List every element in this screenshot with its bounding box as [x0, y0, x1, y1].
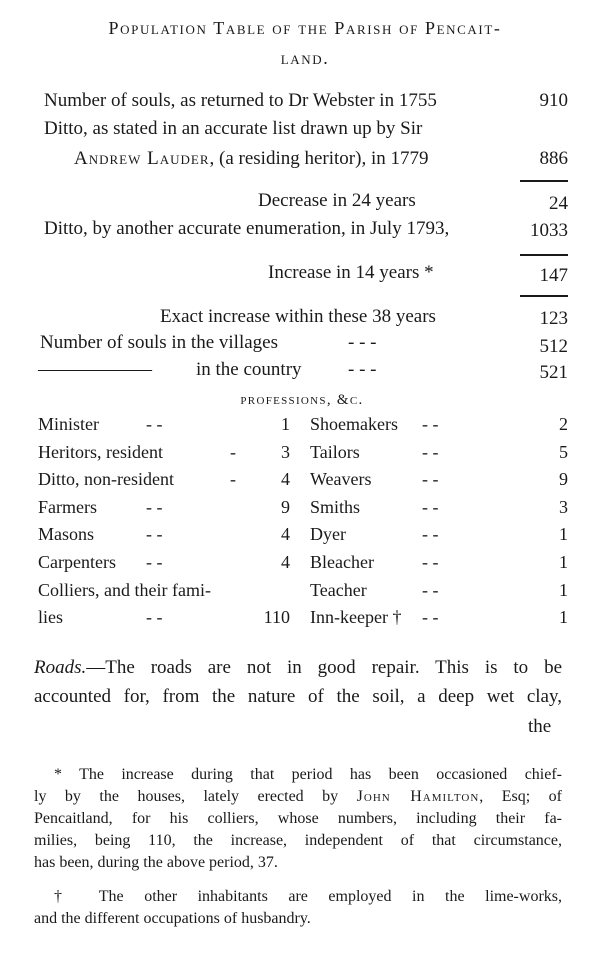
profession-count: 5: [559, 441, 568, 462]
sum-rule: [520, 295, 568, 297]
profession-name: lies: [38, 607, 63, 628]
profession-name: Weavers: [310, 469, 372, 490]
profession-dashes: - -: [146, 552, 163, 572]
profession-name: Tailors: [310, 441, 360, 462]
footnote-inhabitants: [34, 886, 562, 930]
increase-label: Increase in 14 years *: [268, 262, 434, 283]
exact-increase-value: 123: [539, 308, 568, 329]
profession-dashes: - -: [422, 579, 439, 600]
decrease-value: 24: [549, 193, 568, 214]
profession-count: 3: [281, 441, 290, 462]
profession-dashes: - -: [422, 496, 439, 517]
roads-line-2: accounted for, from the nature of the soil, a deep wet clay,: [34, 686, 562, 707]
country-dashline: ——————: [38, 359, 152, 380]
profession-name: Carpenters: [38, 552, 116, 572]
profession-dashes: - -: [146, 414, 163, 434]
profession-name: Ditto, non-resident: [38, 469, 174, 490]
footnote-text: , Esq; of: [479, 788, 563, 805]
population-row-1793: Ditto, by another accurate enumeration, in July 1793,: [44, 218, 450, 239]
profession-count: 2: [559, 414, 568, 434]
profession-dashes: - -: [422, 524, 439, 545]
profession-count: 9: [281, 496, 290, 517]
profession-name: Heritors, resident: [38, 441, 163, 462]
profession-name: Inn-keeper †: [310, 607, 402, 628]
profession-count: 110: [263, 607, 290, 628]
profession-dashes: - -: [146, 524, 163, 545]
profession-name: Bleacher: [310, 552, 374, 572]
population-row-1779-a: Ditto, as stated in an accurate list drawn up by Sir: [44, 118, 423, 139]
profession-dashes: - -: [422, 414, 439, 434]
profession-count: 3: [559, 496, 568, 517]
profession-count: 4: [281, 552, 290, 572]
profession-name: Colliers, and their fami-: [38, 579, 211, 600]
profession-dashes: - -: [422, 552, 439, 572]
profession-name: Smiths: [310, 496, 361, 517]
table-title: Population Table of the Parish of Pencait-: [108, 18, 502, 38]
footnote-line: has been, during the above period, 37.: [34, 854, 278, 871]
profession-dashes: - -: [146, 607, 163, 628]
profession-dashes: - -: [422, 441, 439, 462]
footnote-line: * The increase during that period has been occasioned chief-: [54, 766, 562, 783]
profession-name: Shoemakers: [310, 414, 398, 434]
villages-dashes: - - -: [348, 332, 377, 353]
population-row-1779-b: [74, 148, 429, 170]
profession-name: Dyer: [310, 524, 346, 545]
profession-count: 1: [559, 579, 568, 600]
roads-label: Roads.: [34, 657, 87, 678]
profession-count: 1: [559, 552, 568, 572]
profession-dashes: - -: [422, 607, 439, 628]
country-value: 521: [539, 362, 568, 383]
heritor-name: Andrew Lauder: [74, 148, 210, 169]
profession-name: Masons: [38, 524, 95, 545]
villages-label: Number of souls in the villages: [40, 332, 278, 353]
increase-value: 147: [539, 265, 568, 286]
villages-value: 512: [539, 336, 568, 357]
population-value-1779: 886: [539, 148, 568, 169]
profession-count: 4: [281, 524, 290, 545]
profession-count: 4: [281, 469, 290, 490]
profession-count: 1: [559, 524, 568, 545]
footnote-line: [34, 786, 562, 808]
footnote-line: milies, being 110, the increase, independent of that circumstance,: [34, 832, 562, 849]
country-dashes: - - -: [348, 359, 377, 380]
decrease-label: Decrease in 24 years: [258, 190, 416, 211]
profession-dashes: -: [230, 469, 236, 490]
profession-name: Teacher: [310, 579, 367, 600]
exact-increase-label: Exact increase within these 38 years: [160, 306, 436, 327]
profession-name: Minister: [38, 414, 99, 434]
population-value-1755: 910: [539, 90, 568, 111]
footnote-line: and the different occupations of husbandry.: [34, 910, 311, 927]
footnote-increase: [34, 764, 562, 874]
profession-dashes: - -: [422, 469, 439, 490]
footnote-text: ly by the houses, lately erected by: [34, 788, 357, 805]
sum-rule: [520, 180, 568, 182]
professions-heading: professions, &c.: [240, 392, 364, 408]
population-value-1793: 1033: [530, 220, 568, 241]
footnote-line: † The other inhabitants are employed in the lime-works,: [54, 888, 562, 905]
profession-count: 1: [281, 414, 290, 434]
population-row-1779-text: , (a residing heritor), in 1779: [209, 148, 429, 169]
profession-name: Farmers: [38, 496, 97, 517]
population-row-1755: Number of souls, as returned to Dr Webster in 1755: [44, 90, 437, 111]
country-label: in the country: [196, 359, 302, 380]
profession-count: 1: [559, 607, 568, 628]
roads-text: —The roads are not in good repair. This is to be: [86, 657, 562, 678]
sum-rule: [520, 254, 568, 256]
table-title-continued: land.: [280, 48, 330, 68]
profession-dashes: - -: [146, 496, 163, 517]
profession-count: 9: [559, 469, 568, 490]
footnote-line: Pencaitland, for his colliers, whose numbers, including their fa-: [34, 810, 562, 827]
catchword: the: [528, 716, 552, 737]
footnote-person-name: John Hamilton: [356, 788, 480, 805]
roads-line-1: [34, 654, 562, 682]
profession-dashes: -: [230, 441, 236, 462]
